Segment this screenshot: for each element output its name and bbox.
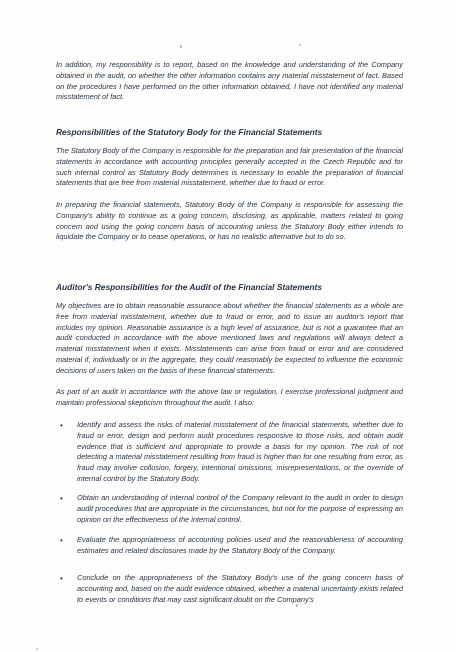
bullet-icon: •	[60, 421, 63, 430]
scan-speck	[299, 44, 301, 46]
section-heading-statutory-body: Responsibilities of the Statutory Body for the Financial Statements	[56, 127, 323, 137]
bullet-item: Evaluate the appropriateness of accounting policies used and the reasonableness of accounting estimates and related disclosures made by the Statutory Body of the Company.	[77, 535, 403, 555]
bullet-item: Conclude on the appropriateness of the Statutory Body's use of the going concern basis of accounting and, based on the audit evidence obtained, whether a material uncertainty exists related to events or conditions that may cast significant doubt on the Company's	[77, 573, 403, 604]
bullet-icon: •	[60, 536, 63, 545]
section-heading-auditor: Auditor's Responsibilities for the Audit of the Financial Statements	[56, 282, 322, 292]
paragraph: The Statutory Body of the Company is responsible for the preparation and fair presentation of the financial statements in accordance with accounting principles generally accepted in the Czech Republic and for such internal control as Statutory Body determines is necessary to enable the preparation of financial statements that are free from material misstatement, whether due to fraud or error.	[56, 146, 403, 188]
scan-speck	[180, 45, 182, 48]
paragraph: As part of an audit in accordance with the above law or regulation, I exercise professional judgment and maintain professional skepticism throughout the audit. I also:	[56, 387, 403, 407]
bullet-icon: •	[60, 494, 63, 503]
bullet-item: Identify and assess the risks of material misstatement of the financial statements, whether due to fraud or error, design and perform audit procedures responsive to those risks, and obtain audit evidence that is sufficient and appropriate to provide a basis for my opinion. The risk of not detecting a material misstatement resulting from fraud is higher than for one resulting from error, as fraud may involve collusion, forgery, intentional omissions, misrepresentations, or the override of internal control by the Statutory Body.	[77, 420, 403, 483]
bullet-item: Obtain an understanding of internal control of the Company relevant to the audit in order to design audit procedures that are appropriate in the circumstances, but not for the purpose of expressing an opinion on the effectiveness of the internal control.	[77, 493, 403, 524]
paragraph: In preparing the financial statements, Statutory Body of the Company is responsible for assessing the Company's ability to continue as a going concern, disclosing, as applicable, matters related to going concern and using the going concern basis of accounting unless the Statutory Body either intends to liquidate the Company or to cease operations, or has no realistic alternative but to do so.	[56, 200, 403, 242]
intro-paragraph: In addition, my responsibility is to report, based on the knowledge and understanding of the Company obtained in the audit, on whether the other information contains any material misstatement of fact. Based on the procedures I have performed on the other information obtained, I have not identified any material misstatement of fact.	[56, 60, 403, 102]
paragraph: My objectives are to obtain reasonable assurance about whether the financial statements as a whole are free from material misstatement, whether due to fraud or error, and to issue an auditor's report that includes my opinion. Reasonable assurance is a high level of assurance, but is not a guarantee that an audit conducted in accordance with the above mentioned laws and regulations will always detect a material misstatement when it exists. Misstatements can arise from fraud or error and are considered material if, individually or in the aggregate, they could reasonably be expected to influence the economic decisions of users taken on the basis of these financial statements.	[56, 301, 403, 375]
bullet-icon: •	[60, 574, 63, 583]
scan-speck	[36, 648, 38, 650]
